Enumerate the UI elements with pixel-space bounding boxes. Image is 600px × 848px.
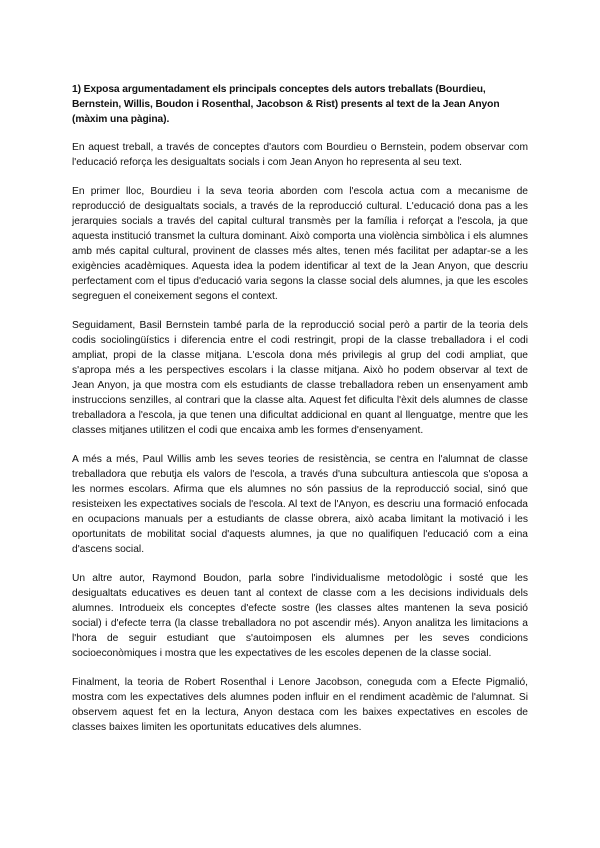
paragraph-boudon: Un altre autor, Raymond Boudon, parla sobre l'individualisme metodològic i sosté que les desigualtats educatives es deuen tant al context de classe com a les decisions individuals dels alumnes. Introdueix els conceptes d'efecte sostre (les classes altes mantenen la seva posició social) i d'efecte terra (la classe treballadora no pot ascendir més). Anyon analitza les limitacions a l'hora de seguir estudiant que s'autoimposen els alumnes per les seves condicions socioeconòmiques i mostra que les expectatives de les escoles depenen de la classe social.: [72, 573, 528, 659]
paragraph-bernstein: Seguidament, Basil Bernstein també parla de la reproducció social però a partir de la teoria dels codis sociolingüístics i diferencia entre el codi restringit, propi de la classe treballadora i el codi ampliat, propi de la classe mitjana. L'escola dona més privilegis al grup del codi ampliat, que s'apropa més a les perspectives escolars i la classe mitjana. Això ho podem observar al text de Jean Anyon, ja que mostra com els estudiants de classe treballadora reben un ensenyament amb instruccions senzilles, al contrari que la classe alta. Aquest fet dificulta l'èxit dels alumnes de classe treballadora a l'escola, ja que tenen una dificultat addicional en quant al llenguatge, mentre que les classes mitjanes utilitzen el codi que encaixa amb les formes d'ensenyament.: [72, 320, 528, 436]
document-body: [72, 82, 528, 749]
paragraph-rosenthal-jacobson: Finalment, la teoria de Robert Rosenthal i Lenore Jacobson, coneguda com a Efecte Pigmalió, mostra com les expectatives dels alumnes poden influir en el rendiment acadèmic de l'alumnat. Si observem aquest fet en la lectura, Anyon destaca com les baixes expectatives en escoles de classes baixes limiten les oportunitats educatives dels alumnes.: [72, 677, 528, 733]
paragraph-willis: A més a més, Paul Willis amb les seves teories de resistència, se centra en l'alumnat de classe treballadora que rebutja els valors de l'escola, a través d'una subcultura antiescola que s'oposa a les normes escolars. Afirma que els alumnes no són passius de la reproducció social, sinó que resisteixen les expectatives socials de l'escola. Al text de l'Anyon, es descriu una formació enfocada en ocupacions manuals per a estudiants de classe obrera, això acaba limitant la motivació i les oportunitats de mobilitat social d'aquests alumnes, ja que no qualifiquen l'educació com a eina d'ascens social.: [72, 454, 528, 555]
question-heading: 1) Exposa argumentadament els principals conceptes dels autors treballats (Bourdieu, Bernstein, Willis, Boudon i Rosenthal, Jacobson & Rist) presents al text de la Jean Anyon (màxim una pàgina).: [72, 84, 500, 125]
paragraph-introduction: En aquest treball, a través de conceptes d'autors com Bourdieu o Bernstein, podem observar com l'educació reforça les desigualtats socials i com Jean Anyon ho representa al seu text.: [72, 142, 528, 168]
paragraph-bourdieu: En primer lloc, Bourdieu i la seva teoria aborden com l'escola actua com a mecanisme de reproducció de desigualtats socials, a través de la reproducció cultural. L'educació dona pas a les jerarquies socials a través del capital cultural transmès per la família i reforçat a l'escola, ja que aquesta institució transmet la cultura dominant. Això comporta una violència simbòlica i els alumnes amb més capital cultural, provinent de classes més altes, tenen més facilitat per adaptar-se a les exigències acadèmiques. Aquesta idea la podem identificar al text de la Jean Anyon, que descriu perfectament com el tipus d'educació varia segons la classe social dels alumnes, ja que les escoles segreguen el coneixement segons el context.: [72, 186, 528, 302]
